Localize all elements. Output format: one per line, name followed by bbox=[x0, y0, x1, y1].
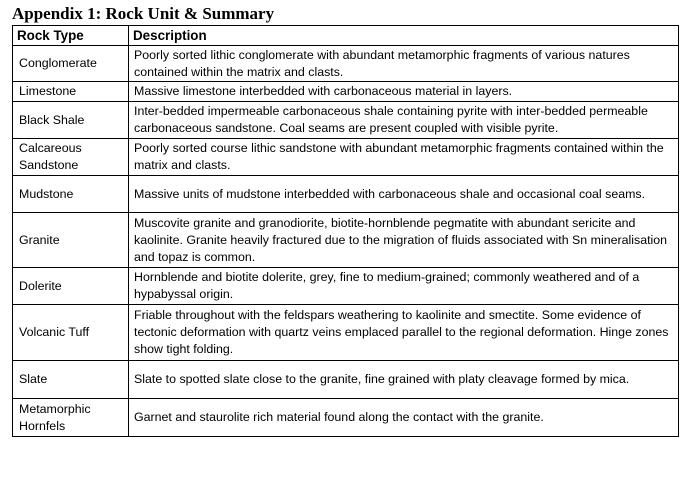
appendix-document bbox=[12, 4, 688, 437]
table-row bbox=[13, 82, 679, 102]
rock-type-cell: Conglomerate bbox=[13, 46, 129, 82]
table-row bbox=[13, 361, 679, 399]
table-row bbox=[13, 213, 679, 268]
table-header-row bbox=[13, 26, 679, 46]
table-row bbox=[13, 102, 679, 139]
rock-type-cell: Calcareous Sandstone bbox=[13, 139, 129, 176]
rock-type-cell: Black Shale bbox=[13, 102, 129, 139]
rock-type-cell: Mudstone bbox=[13, 176, 129, 213]
rock-unit-table bbox=[12, 25, 679, 437]
table-row bbox=[13, 268, 679, 305]
column-header-description: Description bbox=[129, 26, 679, 46]
description-cell: Poorly sorted lithic conglomerate with abundant metamorphic fragments of various natures contained within the matrix and clasts. bbox=[129, 46, 679, 82]
column-header-rock-type: Rock Type bbox=[13, 26, 129, 46]
description-cell: Massive units of mudstone interbedded with carbonaceous shale and occasional coal seams. bbox=[129, 176, 679, 213]
description-cell: Slate to spotted slate close to the granite, fine grained with platy cleavage formed by mica. bbox=[129, 361, 679, 399]
table-row bbox=[13, 46, 679, 82]
description-cell: Inter-bedded impermeable carbonaceous shale containing pyrite with inter-bedded permeable carbonaceous sandstone. Coal seams are present coupled with visible pyrite. bbox=[129, 102, 679, 139]
rock-type-cell: Limestone bbox=[13, 82, 129, 102]
table-row bbox=[13, 399, 679, 437]
table-row bbox=[13, 305, 679, 361]
rock-type-cell: Volcanic Tuff bbox=[13, 305, 129, 361]
description-cell: Friable throughout with the feldspars weathering to kaolinite and smectite. Some evidence of tectonic deformation with quartz veins emplaced parallel to the regional deformation. Hinge zones show tight folding. bbox=[129, 305, 679, 361]
table-row bbox=[13, 176, 679, 213]
table-row bbox=[13, 139, 679, 176]
rock-type-cell: Dolerite bbox=[13, 268, 129, 305]
rock-type-cell: Granite bbox=[13, 213, 129, 268]
description-cell: Massive limestone interbedded with carbonaceous material in layers. bbox=[129, 82, 679, 102]
description-cell: Hornblende and biotite dolerite, grey, fine to medium-grained; commonly weathered and of a hypabyssal origin. bbox=[129, 268, 679, 305]
description-cell: Muscovite granite and granodiorite, biotite-hornblende pegmatite with abundant sericite and kaolinite. Granite heavily fractured due to the migration of fluids associated with Sn mineralisation and topaz is common. bbox=[129, 213, 679, 268]
page-title: Appendix 1: Rock Unit & Summary bbox=[12, 4, 275, 23]
rock-type-cell: Metamorphic Hornfels bbox=[13, 399, 129, 437]
description-cell: Garnet and staurolite rich material found along the contact with the granite. bbox=[129, 399, 679, 437]
description-cell: Poorly sorted course lithic sandstone with abundant metamorphic fragments contained within the matrix and clasts. bbox=[129, 139, 679, 176]
rock-type-cell: Slate bbox=[13, 361, 129, 399]
